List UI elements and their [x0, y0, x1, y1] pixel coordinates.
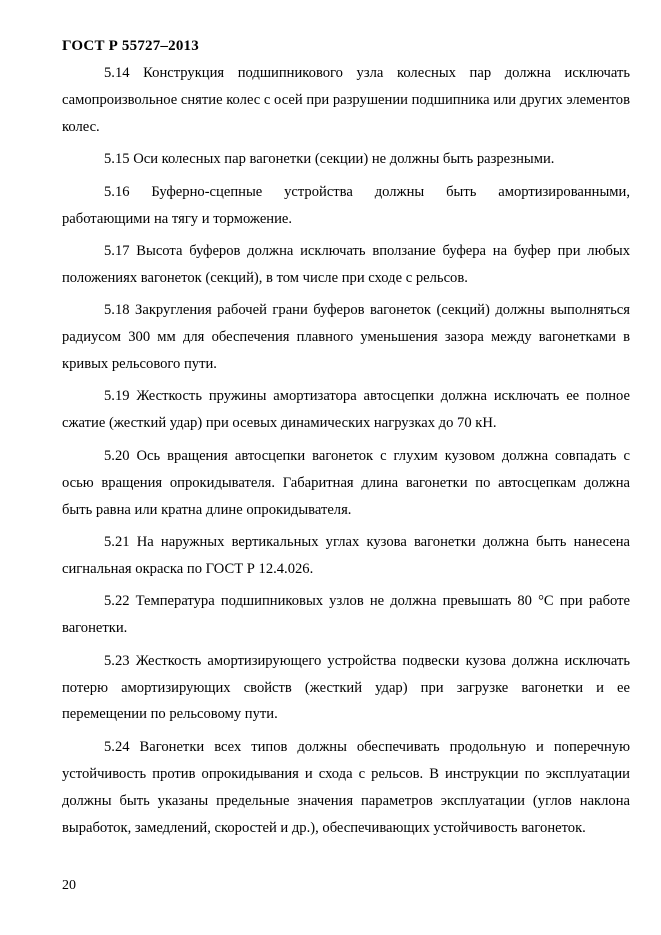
paragraph-5-22: 5.22 Температура подшипниковых узлов не должна превышать 80 °С при работе вагонетки. — [62, 593, 630, 637]
paragraph-5-18: 5.18 Закругления рабочей грани буферов вагонеток (секций) должны выполняться радиусом 300 мм для обеспечения плавного уменьшения зазора между вагонетками в кривых рельсового пути. — [62, 302, 630, 373]
paragraph-5-24: 5.24 Вагонетки всех типов должны обеспечивать продольную и поперечную устойчивость против опрокидывания и схода с рельсов. В инструкции по эксплуатации должны быть указаны предельные значения параметров эксплуатации (углов наклона выработок, замедлений, скоростей и др.), обеспечивающих устойчивость вагонеток. — [62, 738, 630, 836]
paragraph-5-21: 5.21 На наружных вертикальных углах кузова вагонетки должна быть нанесена сигнальная окраска по ГОСТ Р 12.4.026. — [62, 534, 630, 577]
page-number: 20 — [62, 878, 76, 893]
paragraph-5-14: 5.14 Конструкция подшипникового узла колесных пар должна исключать самопроизвольное снятие колес с осей при разрушении подшипника или других элементов колес. — [62, 65, 630, 135]
paragraph-5-16: 5.16 Буферно-сцепные устройства должны быть амортизированными, работающими на тягу и торможение. — [62, 183, 630, 227]
document-header: ГОСТ Р 55727–2013 — [62, 38, 199, 54]
paragraph-5-17: 5.17 Высота буферов должна исключать вползание буфера на буфер при любых положениях вагонеток (секций), в том числе при сходе с рельсов. — [62, 242, 630, 286]
paragraph-5-23: 5.23 Жесткость амортизирующего устройства подвески кузова должна исключать потерю амортизирующих свойств (жесткий удар) при загрузке вагонетки и ее перемещении по рельсовому пути. — [62, 652, 630, 723]
document-body — [62, 60, 630, 847]
paragraph-5-19: 5.19 Жесткость пружины амортизатора автосцепки должна исключать ее полное сжатие (жесткий удар) при осевых динамических нагрузках до 70 кН. — [62, 388, 630, 432]
paragraph-5-20: 5.20 Ось вращения автосцепки вагонеток с глухим кузовом должна совпадать с осью вращения опрокидывателя. Габаритная длина вагонетки по автосцепкам должна быть равна или кратна длине опрокидывателя. — [62, 447, 630, 518]
paragraph-5-15: 5.15 Оси колесных пар вагонетки (секции) не должны быть разрезными. — [104, 151, 555, 168]
